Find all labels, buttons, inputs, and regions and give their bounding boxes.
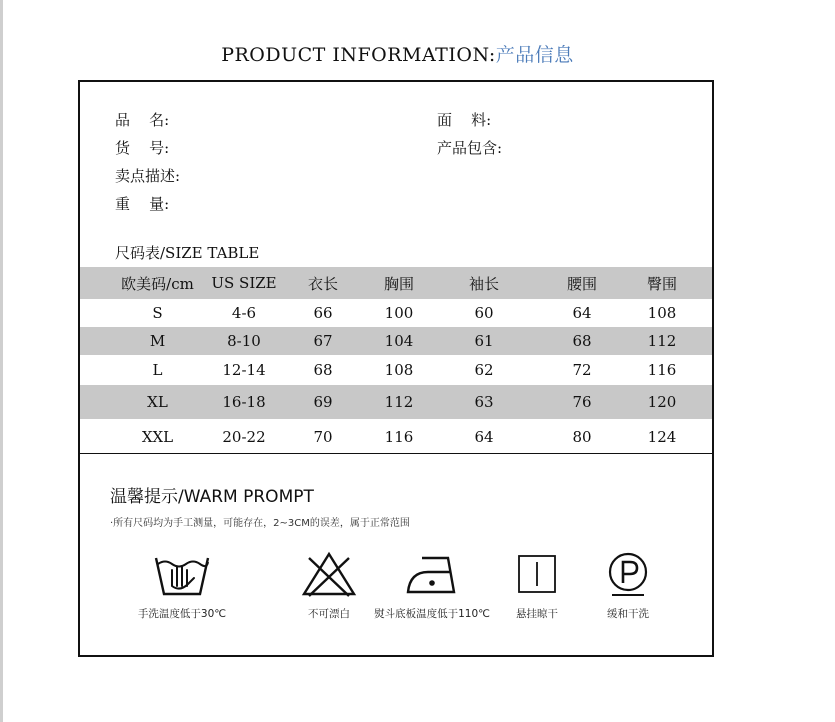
cell-us-size: 20-22	[222, 428, 266, 446]
cell-eu-size: M	[149, 332, 166, 350]
header-length: 衣长	[307, 274, 338, 293]
header-us-size: US SIZE	[211, 274, 277, 292]
table-row	[80, 355, 712, 385]
care-label: 缓和干洗	[607, 608, 649, 620]
table-header-row	[80, 267, 712, 299]
hand-wash-icon	[152, 550, 212, 598]
care-hand-wash	[122, 550, 242, 621]
header-sleeve: 袖长	[468, 274, 499, 293]
cell-bust: 100	[384, 304, 414, 322]
table-row	[80, 419, 712, 455]
header-hip: 臀围	[646, 274, 677, 293]
table-row	[80, 327, 712, 355]
product-info-card	[78, 80, 714, 657]
header-eu-size: 欧美码/cm	[121, 274, 194, 293]
fabric-label: 面 料:	[437, 111, 492, 129]
cell-waist: 68	[572, 332, 592, 350]
cell-us-size: 16-18	[222, 393, 266, 411]
cell-us-size: 4-6	[231, 304, 257, 322]
care-dry-clean	[568, 550, 688, 621]
care-no-bleach	[269, 550, 389, 621]
care-label: 不可漂白	[308, 608, 350, 620]
cell-hip: 112	[647, 332, 677, 350]
cell-length: 67	[313, 332, 333, 350]
cell-length: 66	[313, 304, 333, 322]
page-title-en: PRODUCT INFORMATION:	[221, 44, 496, 66]
selling-points-label: 卖点描述:	[115, 167, 181, 185]
no-bleach-icon	[299, 550, 359, 598]
cell-sleeve: 60	[474, 304, 494, 322]
care-label: 熨斗底板温度低于110℃	[374, 608, 490, 620]
cell-sleeve: 64	[474, 428, 494, 446]
page-title	[0, 40, 795, 67]
cell-sleeve: 62	[474, 361, 494, 379]
care-iron	[372, 550, 492, 621]
left-edge-rule	[0, 0, 3, 722]
cell-hip: 116	[647, 361, 677, 379]
warm-prompt-title: 温馨提示/WARM PROMPT	[110, 487, 314, 507]
weight-label: 重 量:	[115, 195, 170, 213]
table-row	[80, 385, 712, 419]
cell-length: 68	[313, 361, 333, 379]
cell-hip: 120	[647, 393, 677, 411]
cell-eu-size: S	[152, 304, 163, 322]
cell-bust: 112	[384, 393, 414, 411]
hang-dry-icon	[507, 550, 567, 598]
table-row	[80, 299, 712, 327]
cell-sleeve: 61	[474, 332, 494, 350]
cell-bust: 108	[384, 361, 414, 379]
cell-eu-size: XXL	[141, 428, 174, 446]
header-waist: 腰围	[566, 274, 597, 293]
page-title-cn: 产品信息	[495, 44, 574, 66]
cell-waist: 72	[572, 361, 592, 379]
cell-eu-size: L	[152, 361, 163, 379]
cell-waist: 80	[572, 428, 592, 446]
size-table-title: 尺码表/SIZE TABLE	[115, 244, 260, 262]
cell-hip: 124	[647, 428, 677, 446]
cell-length: 70	[313, 428, 333, 446]
size-table	[80, 267, 712, 455]
section-divider	[80, 453, 712, 454]
product-name-label: 品 名:	[115, 111, 170, 129]
cell-bust: 104	[384, 332, 414, 350]
header-bust: 胸围	[383, 274, 414, 293]
cell-waist: 64	[572, 304, 592, 322]
care-label: 手洗温度低于30℃	[137, 608, 227, 620]
dry-clean-icon	[598, 550, 658, 598]
cell-sleeve: 63	[474, 393, 494, 411]
package-contents-label: 产品包含:	[437, 139, 503, 157]
care-label: 悬挂晾干	[516, 608, 558, 620]
warm-prompt-note: ·所有尺码均为手工测量，可能存在，2~3CM的误差，属于正常范围	[110, 518, 410, 529]
cell-us-size: 12-14	[222, 361, 266, 379]
cell-waist: 76	[572, 393, 592, 411]
cell-bust: 116	[384, 428, 414, 446]
item-number-label: 货 号:	[115, 139, 170, 157]
iron-icon	[402, 550, 462, 598]
cell-hip: 108	[647, 304, 677, 322]
cell-length: 69	[313, 393, 333, 411]
cell-us-size: 8-10	[227, 332, 261, 350]
cell-eu-size: XL	[147, 393, 168, 411]
